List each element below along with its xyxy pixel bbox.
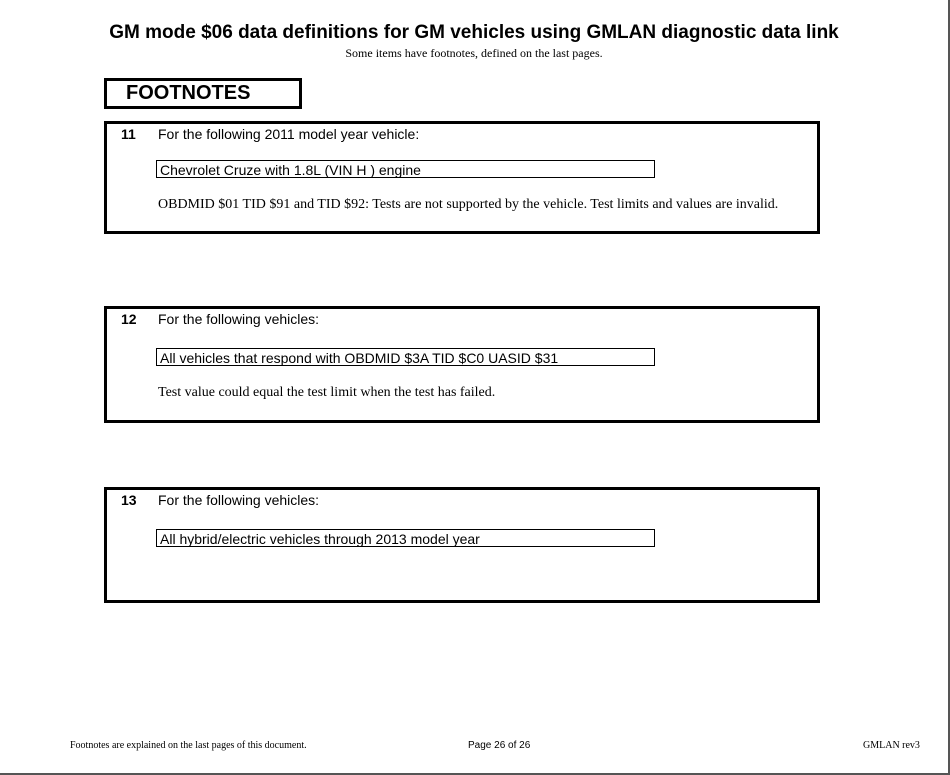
footnote-heading: For the following 2011 model year vehicle: — [158, 126, 420, 142]
footnote-vehicle-box: All hybrid/electric vehicles through 2013 model year — [156, 529, 655, 547]
footnote-vehicle-box: Chevrolet Cruze with 1.8L (VIN H ) engine — [156, 160, 655, 178]
footer-left-note: Footnotes are explained on the last pages of this document. — [70, 740, 307, 751]
footnote-heading: For the following vehicles: — [158, 311, 320, 327]
footnote-number: 11 — [121, 126, 136, 142]
footnote-11 — [104, 121, 820, 234]
document-subtitle: Some items have footnotes, defined on the last pages. — [345, 46, 603, 60]
footnotes-section-heading: FOOTNOTES — [104, 78, 302, 109]
footnote-12 — [104, 306, 820, 423]
footnote-heading: For the following vehicles: — [158, 492, 320, 508]
footnote-13 — [104, 487, 820, 603]
footnote-number: 12 — [121, 311, 137, 327]
document-title: GM mode $06 data definitions for GM vehicles using GMLAN diagnostic data link — [109, 22, 839, 43]
footnote-note: Test value could equal the test limit when the test has failed. — [158, 385, 496, 400]
revision-label: GMLAN rev3 — [863, 740, 920, 751]
footnote-note: OBDMID $01 TID $91 and TID $92: Tests are not supported by the vehicle. Test limits and values are invalid. — [158, 197, 779, 212]
page-number: Page 26 of 26 — [468, 740, 531, 751]
footnote-number: 13 — [121, 492, 137, 508]
footnote-vehicle-box: All vehicles that respond with OBDMID $3A TID $C0 UASID $31 — [156, 348, 655, 366]
